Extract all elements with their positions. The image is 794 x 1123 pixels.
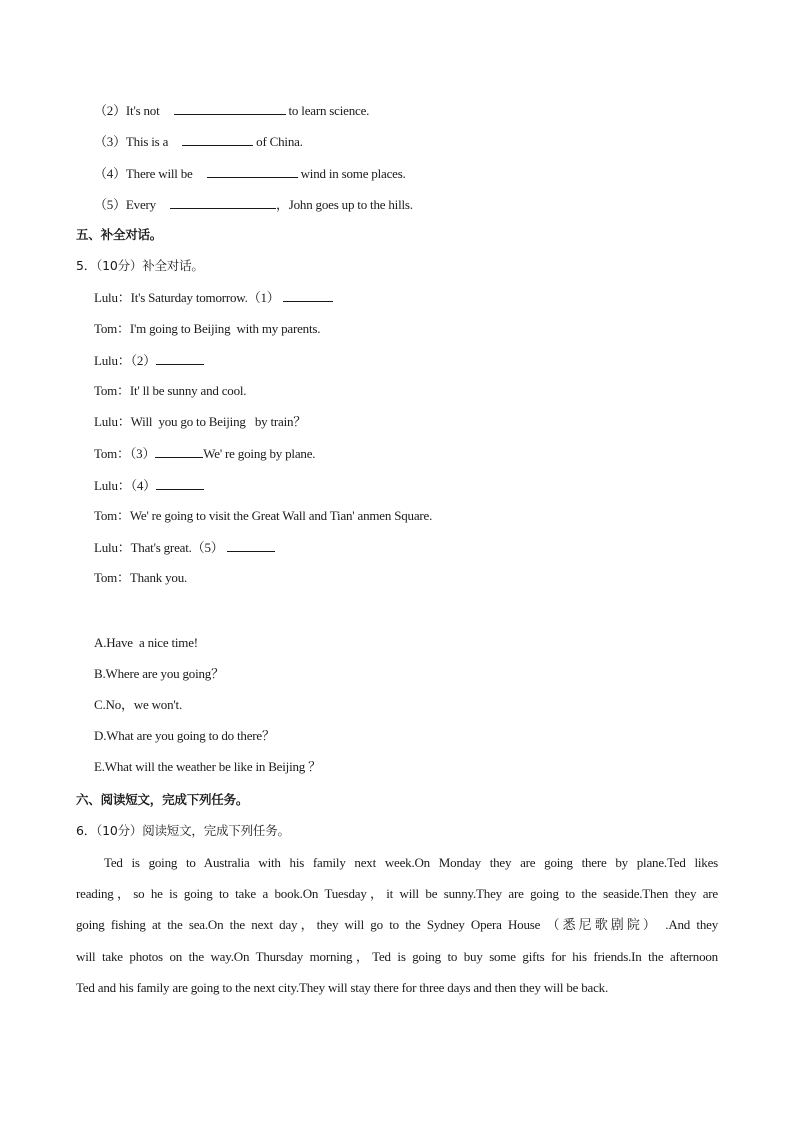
- dialogue-line: [94, 508, 432, 524]
- fill-blank-prefix: （5）Every: [94, 197, 156, 212]
- dialogue-line: [94, 477, 204, 494]
- answer-blank[interactable]: [156, 352, 204, 365]
- speaker: Lulu：: [94, 478, 131, 493]
- dialogue-line: [94, 445, 315, 462]
- option-c: C.No，we won't.: [94, 697, 183, 712]
- fill-blank-suffix: wind in some places.: [300, 166, 406, 181]
- dialogue-line: [94, 539, 275, 556]
- answer-blank[interactable]: [155, 445, 203, 458]
- dialogue-text: （2）: [130, 353, 156, 368]
- passage-line: will take photos on the way.On Thursday morning，Ted is going to buy some gifts for his friends.In the afternoon: [76, 949, 718, 964]
- speaker: Lulu：: [94, 414, 131, 429]
- dialogue-line: [94, 289, 333, 306]
- answer-blank[interactable]: [283, 289, 333, 302]
- section-heading: 五、补全对话。: [76, 227, 163, 242]
- dialogue-text: Thank you.: [129, 570, 188, 585]
- fill-blank-4: [94, 165, 406, 182]
- speaker: Tom：: [94, 383, 130, 398]
- speaker: Lulu：: [94, 290, 131, 305]
- option-e: E.What will the weather be like in Beijing ？: [94, 759, 321, 774]
- passage-line: reading，so he is going to take a book.On Tuesday，it will be sunny.They are going to the seaside.Then they are: [76, 886, 718, 901]
- dialogue-text: We' re going to visit the Great Wall and Tian' anmen Square.: [129, 508, 433, 523]
- fill-blank-prefix: （3）This is a: [94, 134, 169, 149]
- fill-blank-prefix: （4）There will be: [94, 166, 193, 181]
- answer-blank[interactable]: [156, 477, 204, 490]
- passage-line: Ted is going to Australia with his family next week.On Monday they are going there by plane.Ted likes: [104, 855, 718, 870]
- speaker: Tom：: [94, 570, 130, 585]
- dialogue-text: （3）: [129, 446, 156, 461]
- answer-blank[interactable]: [227, 539, 275, 552]
- passage-line: going fishing at the sea.On the next day，they will go to the Sydney Opera House （悉尼歌剧院） .And they: [76, 917, 718, 932]
- dialogue-line: [94, 414, 306, 430]
- dialogue-line: [94, 570, 187, 586]
- dialogue-line: [94, 352, 204, 369]
- dialogue-text: It's Saturday tomorrow.（1）: [130, 290, 280, 305]
- dialogue-text: Will you go to Beijing by train？: [130, 414, 307, 429]
- dialogue-text: I'm going to Beijing with my parents.: [129, 321, 321, 336]
- question-title: 6．（10分）阅读短文，完成下列任务。: [76, 823, 290, 838]
- speaker: Tom：: [94, 321, 130, 336]
- fill-blank-suffix: ，John goes up to the hills.: [275, 197, 413, 212]
- fill-blank-suffix: of China.: [256, 134, 303, 149]
- question-title: 5．（10分）补全对话。: [76, 258, 204, 273]
- answer-blank[interactable]: [207, 165, 298, 178]
- speaker: Tom：: [94, 508, 130, 523]
- speaker: Lulu：: [94, 540, 131, 555]
- passage-line: Ted and his family are going to the next city.They will stay there for three days and then they will be back.: [76, 980, 609, 995]
- speaker: Lulu：: [94, 353, 131, 368]
- answer-blank[interactable]: [170, 196, 276, 209]
- fill-blank-2: [94, 102, 369, 119]
- fill-blank-suffix: to learn science.: [288, 103, 370, 118]
- fill-blank-prefix: （2）It's not: [94, 103, 160, 118]
- option-a: A.Have a nice time!: [94, 635, 198, 650]
- dialogue-text: That's great.（5）: [130, 540, 224, 555]
- option-d: D.What are you going to do there？: [94, 728, 275, 743]
- dialogue-line: [94, 321, 320, 337]
- dialogue-text: It' ll be sunny and cool.: [129, 383, 247, 398]
- speaker: Tom：: [94, 446, 130, 461]
- dialogue-line: [94, 383, 246, 399]
- option-b: B.Where are you going？: [94, 666, 224, 681]
- fill-blank-3: [94, 133, 303, 150]
- answer-blank[interactable]: [174, 102, 286, 115]
- section-heading: 六、阅读短文，完成下列任务。: [76, 792, 249, 807]
- dialogue-text-after: We' re going by plane.: [203, 446, 316, 461]
- dialogue-text: （4）: [130, 478, 156, 493]
- fill-blank-5: [94, 196, 413, 213]
- answer-blank[interactable]: [182, 133, 253, 146]
